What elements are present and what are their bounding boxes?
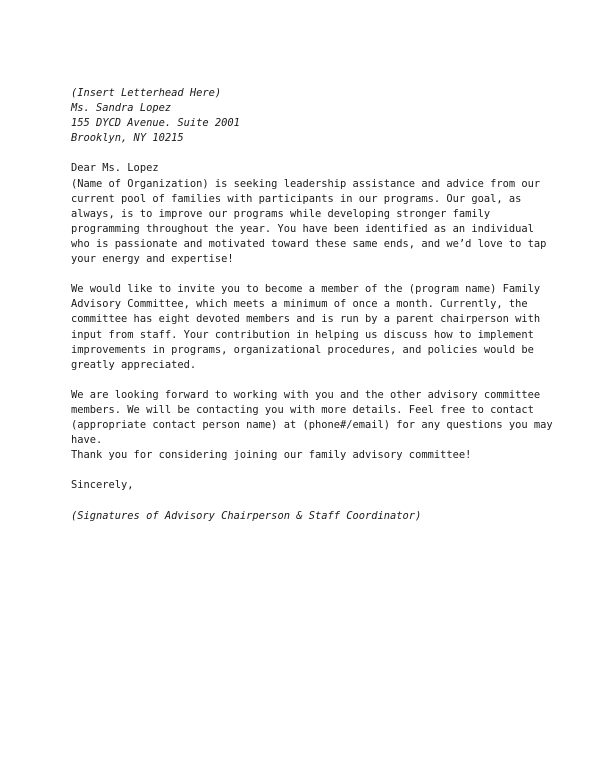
paragraph-contact-info [71,388,571,448]
spacer [71,373,571,388]
spacer [71,267,571,282]
thank-you-line: Thank you for considering joining our family advisory committee! [71,449,472,462]
letterhead-placeholder: (Insert Letterhead Here) [71,87,222,99]
salutation: Dear Ms. Lopez [71,162,159,175]
paragraph-line: committee has eight devoted members and is run by a parent chairperson with [71,313,541,326]
recipient-name: Ms. Sandra Lopez [71,102,172,115]
paragraph-line: improvements in programs, organizational procedures, and policies would be [71,343,534,356]
closing: Sincerely, [71,479,134,492]
paragraph-line: have. [71,434,103,447]
recipient-address-line-2: Brooklyn, NY 10215 [71,132,184,145]
paragraph-line: We are looking forward to working with you and the other advisory committee [71,388,541,401]
signature-placeholder: (Signatures of Advisory Chairperson & Staff Coordinator) [71,509,422,522]
paragraph-line: Advisory Committee, which meets a minimum of once a month. Currently, the [71,298,528,311]
paragraph-invitation-intro [71,177,571,268]
paragraph-line: always, is to improve our programs while developing stronger family [71,207,491,220]
spacer [71,463,571,478]
paragraph-line: current pool of families with participants in our programs. Our goal, as [71,192,522,205]
paragraph-line: (Name of Organization) is seeking leadership assistance and advice from our [71,177,541,190]
spacer [71,146,571,161]
paragraph-line: members. We will be contacting you with more details. Feel free to contact [71,403,534,416]
recipient-address-line-1: 155 DYCD Avenue. Suite 2001 [71,117,240,130]
paragraph-line: (appropriate contact person name) at (phone#/email) for any questions you may [71,419,553,432]
paragraph-line: greatly appreciated. [71,358,197,371]
paragraph-line: input from staff. Your contribution in helping us discuss how to implement [71,328,534,341]
paragraph-line: We would like to invite you to become a member of the (program name) Family [71,283,541,296]
letter-body [71,86,571,524]
paragraph-line: who is passionate and motivated toward these same ends, and we’d love to tap [71,237,547,250]
paragraph-line: programming throughout the year. You have been identified as an individual [71,222,534,235]
spacer [71,494,571,509]
paragraph-line: your energy and expertise! [71,253,234,266]
letter-header [71,86,571,146]
paragraph-committee-details [71,282,571,373]
